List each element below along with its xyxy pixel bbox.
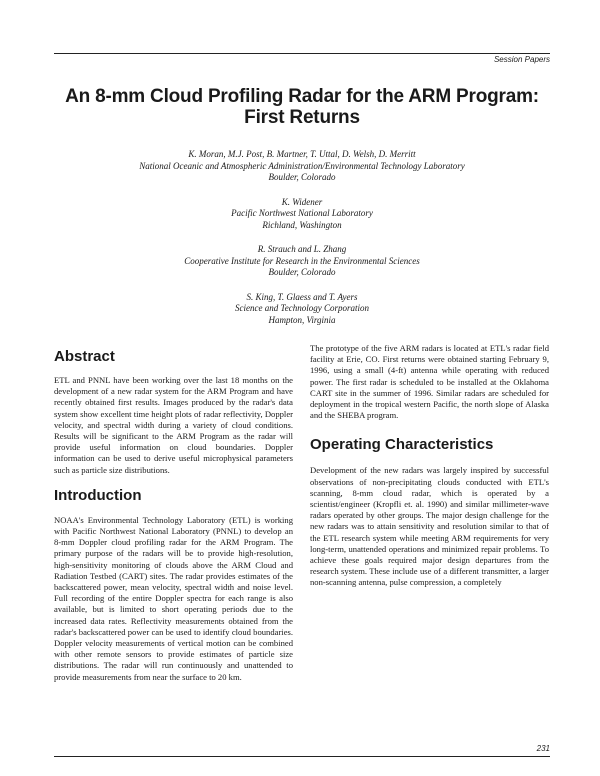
author-names: K. Moran, M.J. Post, B. Martner, T. Uttal, D. Welsh, D. Merritt (188, 149, 416, 159)
title-line-2: First Returns (244, 107, 360, 128)
introduction-paragraph-2: The prototype of the five ARM radars is located at ETL's radar field facility at Erie, CO. First returns were obtained starting February 9, 1996, using a small (4-ft) antenna while operating with reduced power. The first radar is scheduled to be installed at the Oklahoma CART site in the summer of 1996. Similar radars are scheduled for deployment in the tropical western Pacific, the north slope of Alaska and the SHEBA program. (310, 343, 549, 421)
author-location: Boulder, Colorado (268, 267, 336, 277)
author-institution: Cooperative Institute for Research in the Environmental Sciences (184, 255, 420, 266)
introduction-paragraph-1: NOAA's Environmental Technology Laboratory (ETL) is working with Pacific Northwest National Laboratory (PNNL) to develop an 8-mm Doppler cloud profiling radar for the ARM Program. The primary purpose of the radars will be to provide high-resolution, high-sensitivity monitoring of clouds above the ARM Cloud and Radiation Testbed (CART) sites. The radar provides estimates of the backscattered power, mean velocity, spectral width and noise level. Full recording of the entire Doppler spectra for each range is also available, but is limited to short operating periods due to the increased data rates. Reflectivity measurements obtained from the radar's backscattered power can be used to identify cloud boundaries. Doppler velocity measurements of vertical motion can be combined with other remote sensors to provide estimates of particle size distributions. The radar will run continuously and unattended to provide measurements from near the surface to 20 km. (54, 514, 293, 682)
page-number: 231 (536, 744, 550, 753)
author-group (54, 197, 550, 232)
operating-characteristics-heading: Operating Characteristics (310, 436, 494, 454)
author-names: K. Widener (281, 196, 323, 207)
author-institution: National Oceanic and Atmospheric Administration/Environmental Technology Laboratory (139, 160, 465, 171)
author-group (54, 149, 550, 184)
operating-characteristics-text: Development of the new radars was largely inspired by successful observations of non-precipitating clouds conducted with ETL's scanning, 8-mm cloud radar, which is operated by a scientist/engineer (Kropfli et. al. 1990) and similar millimeter-wave radars operated by other groups. The major design challenge for the new radars was to attain sensitivity and resolution similar to that of the ETL research system while meeting ARM requirements for very long-term, unattended operations and minimized repair problems. To achieve these goals required major design departures from the research system. These include use of a different transmitter, a larger non-scanning antenna, pulse compression, a completely (310, 465, 549, 588)
header-rule (54, 53, 550, 54)
left-column (54, 343, 293, 683)
author-names: R. Strauch and L. Zhang (257, 244, 347, 254)
author-institution: Pacific Northwest National Laboratory (231, 208, 373, 218)
title-line-1: An 8-mm Cloud Profiling Radar for the ARM Program: (65, 86, 539, 107)
author-group (54, 292, 550, 327)
author-group (54, 244, 550, 279)
abstract-text: ETL and PNNL have been working over the last 18 months on the development of a new radar system for the ARM Program and have recently obtained first results. Images produced by the radar's data system show excellent time height plots of radar reflectivity, Doppler velocity, and spectral width during a variety of cloud conditions. Results will be significant to the ARM Program as the radar will provide useful information on cloud boundaries. Doppler information can be used to derive useful microphysical parameters such as particle size distributions. (54, 375, 293, 475)
introduction-heading: Introduction (54, 486, 142, 504)
author-location: Richland, Washington (262, 219, 342, 230)
section-tag: Session Papers (493, 55, 550, 64)
abstract-heading: Abstract (54, 348, 115, 365)
author-names: S. King, T. Glaess and T. Ayers (246, 291, 358, 302)
author-block (54, 149, 550, 339)
footer-rule (54, 756, 550, 757)
author-institution: Science and Technology Corporation (235, 303, 369, 313)
paper-title (54, 86, 550, 128)
author-location: Hampton, Virginia (268, 314, 336, 325)
right-column (310, 343, 549, 589)
author-location: Boulder, Colorado (268, 172, 336, 182)
